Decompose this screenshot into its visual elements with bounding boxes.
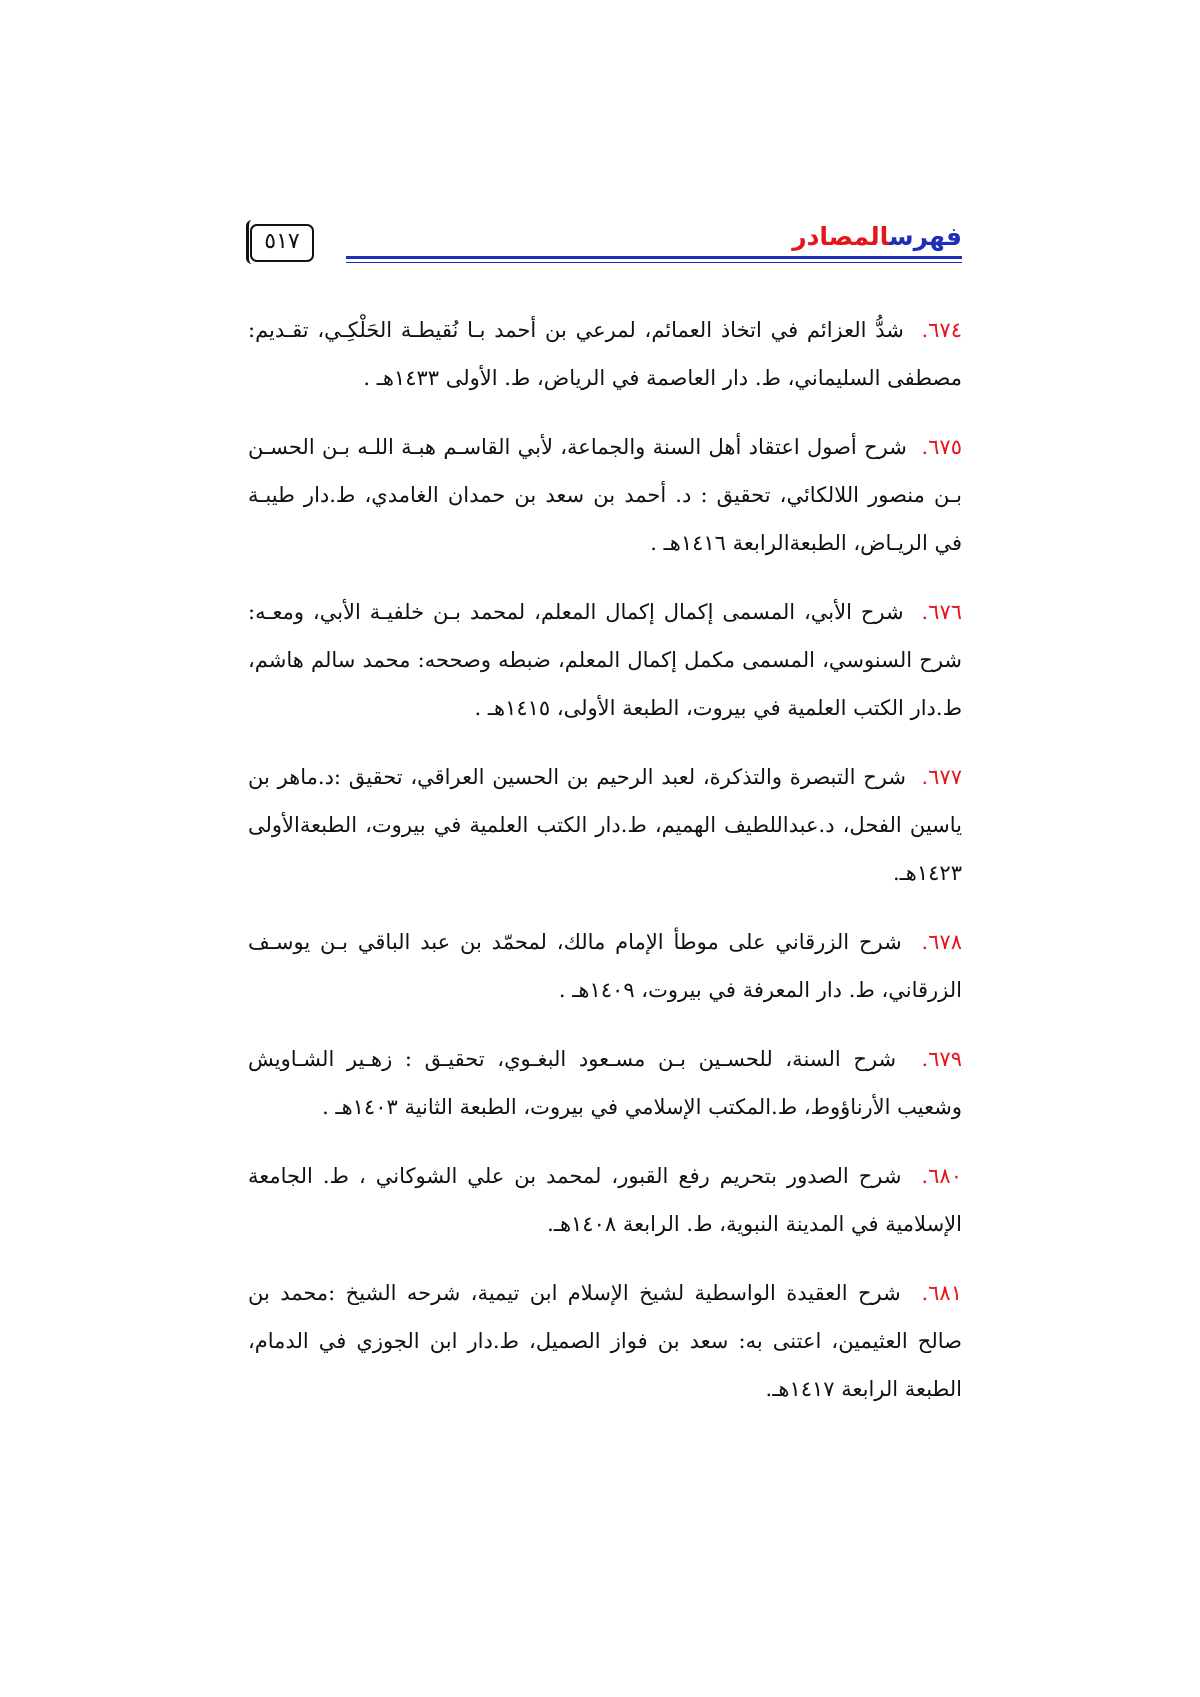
page-number: ٥١٧: [264, 229, 300, 254]
entry-text: شرح الأبي، المسمى إكمال إكمال المعلم، لمحمد بـن خلفيـة الأبي، ومعـه: شرح السنوسي، المسمى مكمل إكمال المعلم، ضبطه وصححه: محمد سالم هاشم، ط.دار الكتب العلمية في بيروت، الطبعة الأولى، ١٤١٥هـ .: [248, 600, 962, 720]
page-number-frame: [250, 224, 314, 262]
entry-dot: .: [921, 1281, 929, 1305]
page-header: [250, 222, 962, 268]
entry-dot: .: [921, 318, 929, 342]
entry-dot: .: [921, 930, 929, 954]
reference-entry: [248, 918, 962, 1014]
entry-text: شرح الزرقاني على موطأ الإمام مالك، لمحمّد بن عبد الباقي بـن يوسـف الزرقاني، ط. دار المعرفة في بيروت، ١٤٠٩هـ .: [248, 930, 962, 1002]
section-title-part2: المصادر: [792, 222, 889, 251]
entry-dot: .: [921, 1164, 929, 1188]
reference-entry: [248, 588, 962, 732]
entry-number: ٦٧٥: [928, 435, 962, 459]
section-title-part1: فهرس: [888, 222, 962, 251]
entry-text: شرح العقيدة الواسطية لشيخ الإسلام ابن تيمية، شرحه الشيخ :محمد بن صالح العثيمين، اعتنى به: سعد بن فواز الصميل، ط.دار ابن الجوزي في الدمام، الطبعة الرابعة ١٤١٧هـ.: [248, 1281, 962, 1401]
entry-number: ٦٧٨: [928, 930, 962, 954]
entry-number: ٦٨١: [928, 1281, 962, 1305]
header-rule: [346, 256, 962, 259]
entry-dot: .: [921, 600, 929, 624]
entry-text: شرح السنة، للحسـين بـن مسـعود البغـوي، تحقيـق : زهـير الشـاويش وشعيب الأرناؤوط، ط.المكتب الإسلامي في بيروت، الطبعة الثانية ١٤٠٣هـ .: [248, 1047, 962, 1119]
entry-text: شرح التبصرة والتذكرة، لعبد الرحيم بن الحسين العراقي، تحقيق :د.ماهر بن ياسين الفحل، د.عبداللطيف الهميم، ط.دار الكتب العلمية في بيروت، الطبعةالأولى ١٤٢٣هـ.: [248, 765, 962, 885]
reference-entry: [248, 753, 962, 897]
entry-dot: .: [921, 1047, 929, 1071]
entry-number: ٦٧٧: [928, 765, 962, 789]
entry-number: ٦٨٠: [928, 1164, 962, 1188]
reference-entry: [248, 1035, 962, 1131]
entry-number: ٦٧٦: [928, 600, 963, 624]
entry-dot: .: [921, 435, 929, 459]
section-title: [792, 222, 962, 252]
reference-entry: [248, 1269, 962, 1413]
reference-entry: [248, 1152, 962, 1248]
reference-entry: [248, 306, 962, 402]
entry-text: شرح أصول اعتقاد أهل السنة والجماعة، لأبي القاسـم هبـة اللـه بـن الحسـن بـن منصور اللالكائي، تحقيق : د. أحمد بن سعد بن حمدان الغامدي، ط.دار طيبـة في الريـاض، الطبعةالرابعة ١٤١٦هـ .: [248, 435, 962, 555]
entry-text: شرح الصدور بتحريم رفع القبور، لمحمد بن علي الشوكاني ، ط. الجامعة الإسلامية في المدينة النبوية، ط. الرابعة ١٤٠٨هـ.: [248, 1164, 962, 1236]
entry-dot: .: [921, 765, 929, 789]
header-rule-thin: [346, 262, 962, 263]
references-list: [248, 285, 962, 1419]
entry-number: ٦٧٤: [928, 318, 962, 342]
entry-number: ٦٧٩: [928, 1047, 962, 1071]
reference-entry: [248, 423, 962, 567]
entry-text: شدُّ العزائم في اتخاذ العمائم، لمرعي بن أحمد بـا نُقيطـة الحَلْكِـي، تقـديم: مصطفى السليماني، ط. دار العاصمة في الرياض، ط. الأولى ١٤٣٣هـ .: [248, 318, 962, 390]
